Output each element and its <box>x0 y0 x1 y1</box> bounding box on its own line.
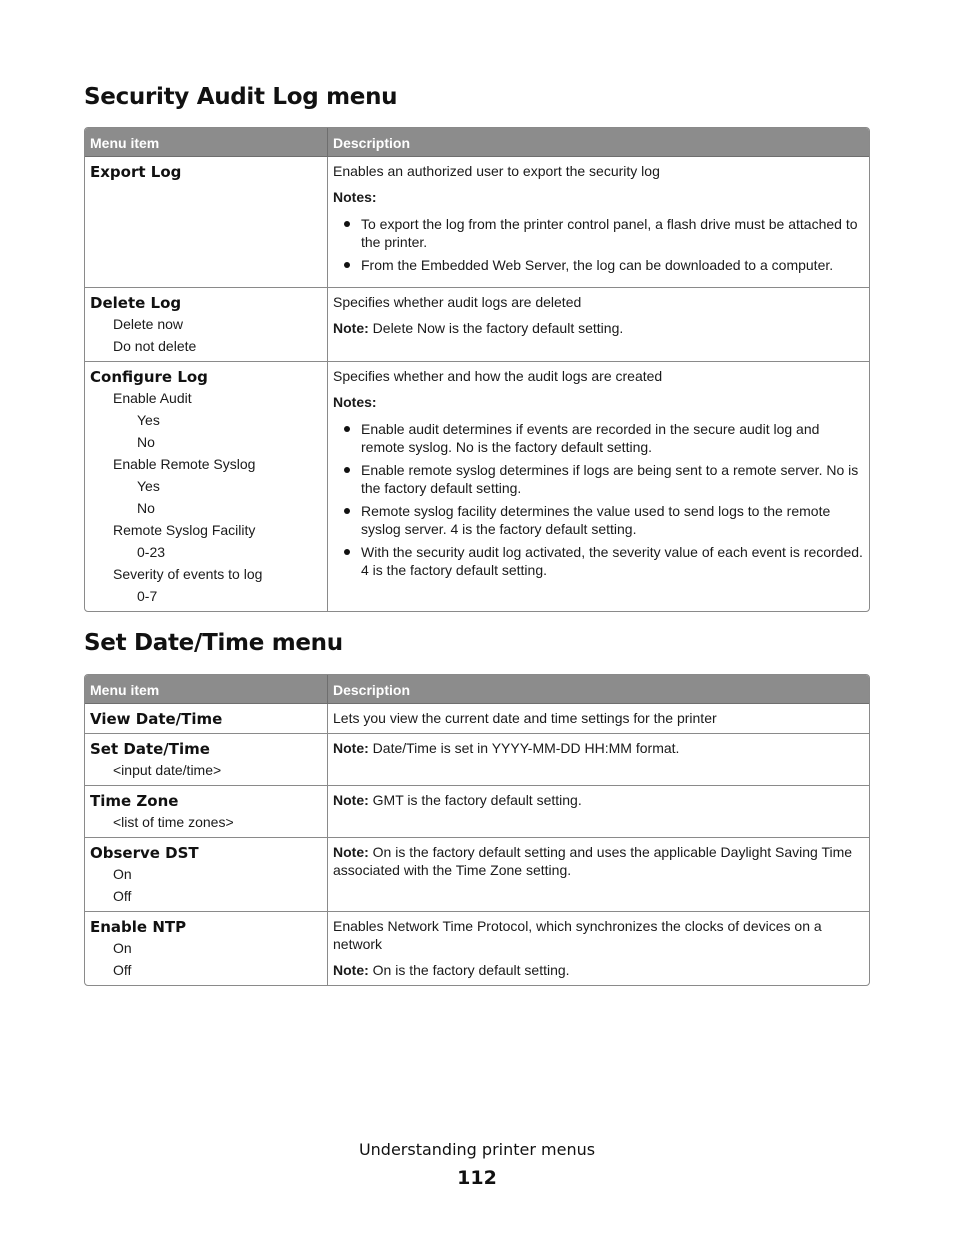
note-body: Delete Now is the factory default setting. <box>368 320 624 336</box>
note-label: Note: <box>333 844 369 860</box>
bullet-icon <box>344 262 350 268</box>
list-item <box>333 543 864 579</box>
menu-item-cell <box>85 157 328 287</box>
description-cell <box>328 733 869 785</box>
set-date-time-table <box>84 674 870 986</box>
value-yes: Yes <box>137 412 160 428</box>
page-number: 112 <box>457 1167 497 1189</box>
list-item <box>333 420 864 456</box>
option-do-not-delete: Do not delete <box>113 338 197 354</box>
list-item <box>333 215 864 251</box>
menu-item-cell <box>85 287 328 361</box>
table-row <box>85 837 869 911</box>
section-title-security-audit-log: Security Audit Log menu <box>84 84 398 110</box>
note-text <box>333 320 623 336</box>
note-label: Note: <box>333 320 369 336</box>
note-label: Note: <box>333 792 369 808</box>
notes-label: Notes: <box>333 394 377 410</box>
value-yes: Yes <box>137 478 160 494</box>
menu-item-cell <box>85 361 328 611</box>
list-item <box>333 256 864 274</box>
note-body: GMT is the factory default setting. <box>368 792 582 808</box>
table-row <box>85 704 869 733</box>
description-cell <box>328 287 869 361</box>
description-cell <box>328 785 869 837</box>
table-row <box>85 911 869 985</box>
note-text <box>333 740 679 756</box>
header-menu-item: Menu item <box>85 128 328 157</box>
bullet-text: Enable remote syslog determines if logs are being sent to a remote server. No is the factory default setting. <box>361 462 859 496</box>
security-audit-log-table <box>84 127 870 612</box>
option-list-of-time-zones: <list of time zones> <box>113 814 234 830</box>
table-header-row <box>85 675 869 704</box>
menu-item-delete-log: Delete Log <box>90 294 182 312</box>
note-label: Note: <box>333 740 369 756</box>
bullet-icon <box>344 467 350 473</box>
table-row <box>85 157 869 287</box>
bullet-text: To export the log from the printer control panel, a flash drive must be attached to the printer. <box>361 216 858 250</box>
notes-label: Notes: <box>333 189 377 205</box>
bullet-icon <box>344 549 350 555</box>
option-enable-audit: Enable Audit <box>113 390 192 406</box>
menu-item-enable-ntp: Enable NTP <box>90 918 187 936</box>
bullet-text: With the security audit log activated, the severity value of each event is recorded. 4 is the factory default setting. <box>361 544 863 578</box>
menu-item-cell <box>85 733 328 785</box>
bullet-text: Remote syslog facility determines the value used to send logs to the remote syslog server. 4 is the factory default setting. <box>361 503 831 537</box>
note-text <box>333 962 570 978</box>
option-on: On <box>113 940 132 956</box>
footer-chapter-title: Understanding printer menus <box>358 1140 596 1159</box>
header-menu-item: Menu item <box>85 675 328 704</box>
option-on: On <box>113 866 132 882</box>
description-text: Enables Network Time Protocol, which synchronizes the clocks of devices on a network <box>333 918 822 952</box>
list-item <box>333 461 864 497</box>
description-cell <box>328 157 869 287</box>
menu-item-export-log: Export Log <box>90 163 182 181</box>
description-text: Lets you view the current date and time settings for the printer <box>333 710 717 726</box>
menu-item-cell <box>85 785 328 837</box>
option-input-date-time: <input date/time> <box>113 762 222 778</box>
note-body: On is the factory default setting. <box>368 962 570 978</box>
header-description: Description <box>328 675 869 704</box>
note-text <box>333 792 582 808</box>
bullet-icon <box>344 221 350 227</box>
bullet-text: From the Embedded Web Server, the log can be downloaded to a computer. <box>361 257 834 273</box>
menu-item-set-date-time: Set Date/Time <box>90 740 210 758</box>
menu-item-view-date-time: View Date/Time <box>90 710 223 728</box>
note-label: Note: <box>333 962 369 978</box>
option-delete-now: Delete now <box>113 316 184 332</box>
notes-list <box>333 420 864 579</box>
table-row <box>85 733 869 785</box>
option-remote-syslog-facility: Remote Syslog Facility <box>113 522 256 538</box>
section-title-set-date-time: Set Date/Time menu <box>84 630 343 656</box>
note-text <box>333 844 852 878</box>
note-body: On is the factory default setting and uses the applicable Daylight Saving Time associated with the Time Zone setting. <box>333 844 853 878</box>
description-text: Specifies whether and how the audit logs are created <box>333 368 663 384</box>
option-off: Off <box>113 962 132 978</box>
list-item <box>333 502 864 538</box>
value-no: No <box>137 500 155 516</box>
menu-item-observe-dst: Observe DST <box>90 844 199 862</box>
option-severity-of-events: Severity of events to log <box>113 566 263 582</box>
value-no: No <box>137 434 155 450</box>
table-header-row <box>85 128 869 157</box>
description-text: Specifies whether audit logs are deleted <box>333 294 582 310</box>
menu-item-time-zone: Time Zone <box>90 792 179 810</box>
bullet-text: Enable audit determines if events are recorded in the secure audit log and remote syslog. No is the factory default setting. <box>361 421 820 455</box>
value-range: 0-23 <box>137 544 166 560</box>
note-body: Date/Time is set in YYYY-MM-DD HH:MM format. <box>368 740 680 756</box>
table-row <box>85 785 869 837</box>
table-row <box>85 287 869 361</box>
table-row <box>85 361 869 611</box>
option-enable-remote-syslog: Enable Remote Syslog <box>113 456 256 472</box>
description-cell <box>328 361 869 611</box>
description-cell <box>328 837 869 911</box>
option-off: Off <box>113 888 132 904</box>
menu-item-cell <box>85 911 328 985</box>
header-description: Description <box>328 128 869 157</box>
notes-list <box>333 215 864 274</box>
description-text: Enables an authorized user to export the security log <box>333 163 660 179</box>
bullet-icon <box>344 426 350 432</box>
bullet-icon <box>344 508 350 514</box>
description-cell <box>328 704 869 733</box>
menu-item-cell <box>85 704 328 733</box>
menu-item-cell <box>85 837 328 911</box>
description-cell <box>328 911 869 985</box>
value-range: 0-7 <box>137 588 158 604</box>
menu-item-configure-log: Configure Log <box>90 368 208 386</box>
